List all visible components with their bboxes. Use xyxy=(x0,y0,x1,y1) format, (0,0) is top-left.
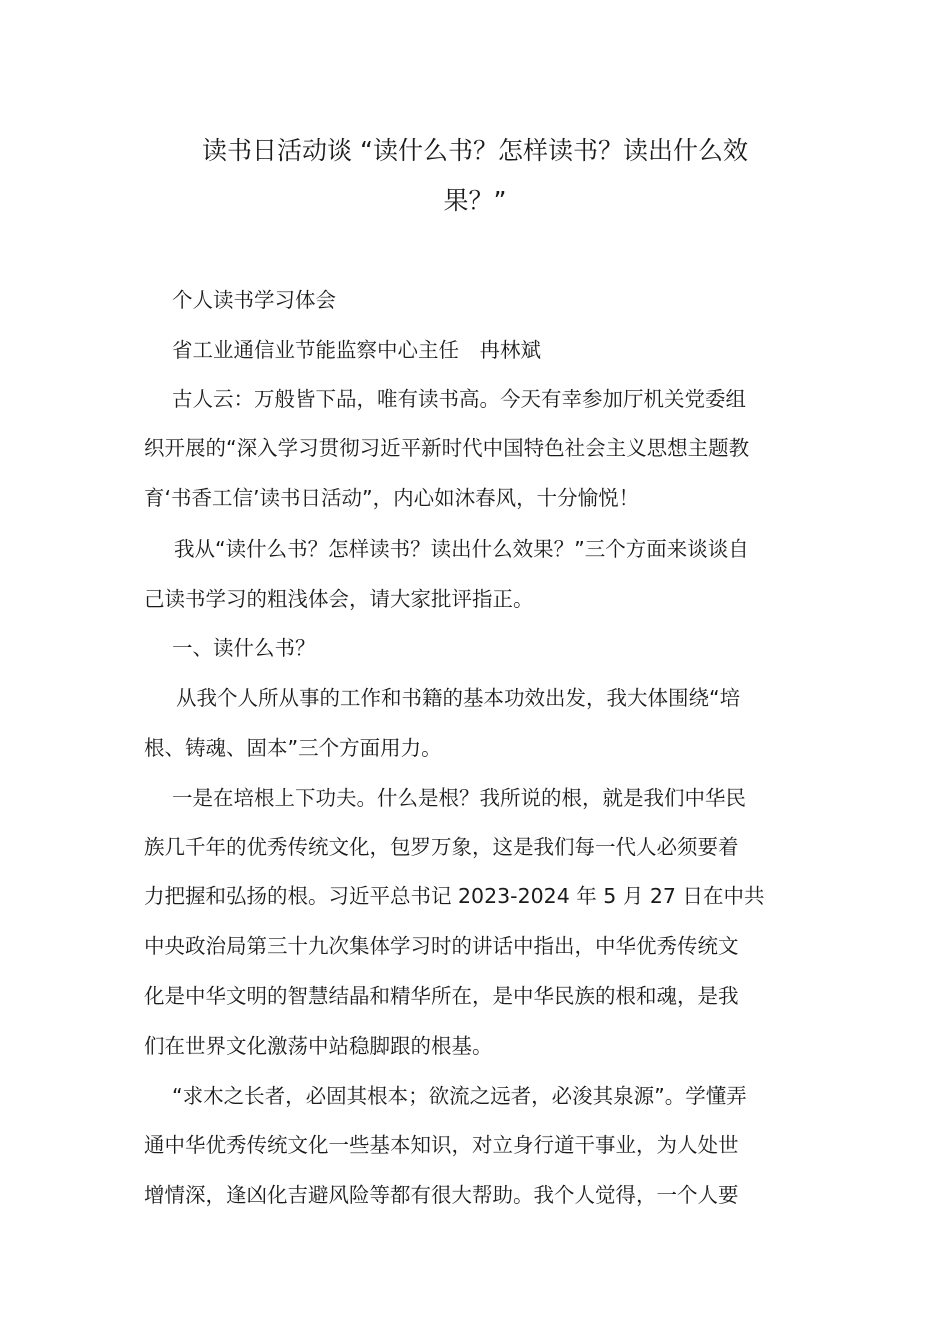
paragraph-line: 我从“读什么书？怎样读书？读出什么效果？”三个方面来谈谈自 xyxy=(174,537,749,561)
paragraph-line: 从我个人所从事的工作和书籍的基本功效出发，我大体围绕“培 xyxy=(176,686,741,710)
section-heading: 一、读什么书？ xyxy=(172,636,316,660)
paragraph-line: 们在世界文化激荡中站稳脚跟的根基。 xyxy=(144,1034,493,1058)
paragraph-line: 族几千年的优秀传统文化，包罗万象，这是我们每一代人必须要着 xyxy=(144,835,739,859)
paragraph-line: 织开展的“深入学习贯彻习近平新时代中国特色社会主义思想主题教 xyxy=(144,436,750,460)
paragraph-line: 古人云：万般皆下品，唯有读书高。今天有幸参加厅机关党委组 xyxy=(172,387,746,411)
paragraph-line: 己读书学习的粗浅体会，请大家批评指正。 xyxy=(144,587,534,611)
paragraph-line: 力把握和弘扬的根。习近平总书记 2023-2024 年 5 月 27 日在中共 xyxy=(144,884,765,908)
document-title-line-2: 果？” xyxy=(443,186,507,215)
paragraph-line: 化是中华文明的智慧结晶和精华所在，是中华民族的根和魂，是我 xyxy=(144,984,739,1008)
paragraph-line: “求木之长者，必固其根本；欲流之远者，必浚其泉源”。学懂弄 xyxy=(172,1084,747,1108)
paragraph-line: 根、铸魂、固本”三个方面用力。 xyxy=(144,736,442,760)
paragraph-line: 增情深，逢凶化吉避风险等都有很大帮助。我个人觉得，一个人要 xyxy=(144,1183,739,1207)
document-title-line-1: 读书日活动谈 “读什么书？怎样读书？读出什么效 xyxy=(202,136,748,165)
author-line: 省工业通信业节能监察中心主任 冉林斌 xyxy=(172,338,541,362)
paragraph-line: 中央政治局第三十九次集体学习时的讲话中指出，中华优秀传统文 xyxy=(144,934,739,958)
paragraph-line: 育‘书香工信’读书日活动”，内心如沐春风，十分愉悦！ xyxy=(144,486,640,510)
paragraph-line: 通中华优秀传统文化一些基本知识，对立身行道干事业，为人处世 xyxy=(144,1133,739,1157)
subtitle: 个人读书学习体会 xyxy=(172,288,336,312)
paragraph-line: 一是在培根上下功夫。什么是根？我所说的根，就是我们中华民 xyxy=(172,786,746,810)
